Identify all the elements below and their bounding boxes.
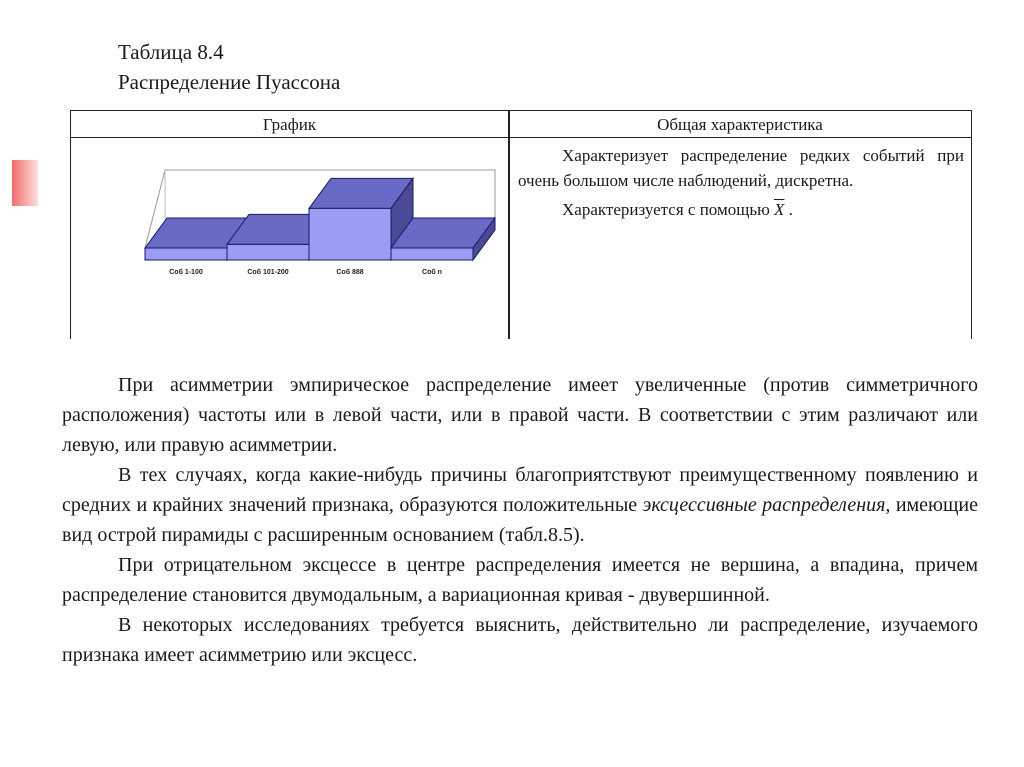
paragraph-negative-excess: При отрицательном эксцессе в центре распределения имеется не вершина, а впадина, причем распределение становится двумодальным, а вариационная кривая - двувершинной. — [62, 554, 978, 606]
bar-label: Соб 101-200 — [247, 269, 289, 276]
body-text — [62, 370, 978, 670]
emphasis-term: эксцессивные распределения, — [642, 494, 891, 516]
decorative-red-marker — [12, 160, 38, 206]
measure-suffix: . — [784, 200, 793, 219]
text: имеющие вид острой пирамиды с расширенным основанием (табл.8.5). — [62, 494, 978, 546]
characteristic-measure — [518, 197, 964, 222]
bar-front — [145, 248, 227, 260]
measure-prefix: Характеризуется с помощью — [562, 200, 775, 219]
table-header — [71, 111, 971, 138]
paragraph-asymmetry: При асимметрии эмпирическое распределение имеет увеличенные (против симметричного расположения) частоты или в левой части, или в правой части. В соответствии с этим различают или левую, или правую асимметрии. — [62, 374, 978, 456]
text: В тех случаях, когда какие-нибудь причины благоприятствуют преимущественному появлению и средних и крайних значений признака, образуются положительные — [62, 464, 978, 516]
poisson-bar-chart — [140, 160, 510, 285]
characteristic-cell — [518, 143, 964, 222]
mean-symbol: $\overline{X}$ — [774, 200, 785, 219]
characteristic-text: Характеризует распределение редких событий при очень большом числе наблюдений, дискретна. — [518, 146, 964, 190]
paragraph-research: В некоторых исследованиях требуется выяснить, действительно ли распределение, изучаемого признака имеет асимметрию или эксцесс. — [62, 614, 978, 666]
bar-front — [227, 244, 309, 260]
bar-front — [309, 208, 391, 260]
table-title: Распределение Пуассона — [118, 70, 341, 94]
table-number: Таблица 8.4 — [118, 40, 224, 64]
bar-label: Соб 888 — [336, 269, 364, 276]
header-characteristic: Общая характеристика — [657, 115, 823, 134]
bar-label: Соб 1-100 — [169, 269, 203, 276]
bar-label: Соб n — [422, 269, 442, 276]
paragraph-excess — [62, 460, 978, 550]
bar-front — [391, 248, 473, 260]
header-graph: График — [262, 115, 317, 134]
